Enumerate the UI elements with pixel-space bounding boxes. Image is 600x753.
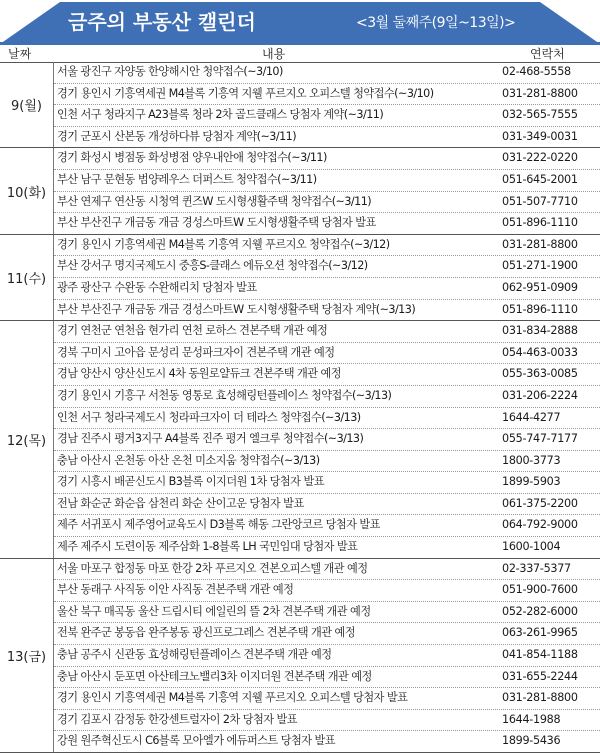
event-text: 부산 동래구 사직동 이안 사직동 견본주택 개관 예정 <box>57 583 294 597</box>
event-row <box>54 256 600 278</box>
event-row <box>54 580 600 602</box>
event-phone: 062-951-0909 <box>502 280 578 294</box>
event-row <box>54 537 600 558</box>
day-label: 10(화) <box>0 148 54 233</box>
event-row <box>54 84 600 106</box>
event-phone: 031-281-8800 <box>502 691 578 705</box>
event-text: 경기 용인시 기흥구 서천동 영통로 효성해링턴플레이스 청약접수(~3/13) <box>57 388 392 402</box>
event-phone: 051-271-1900 <box>502 259 578 273</box>
event-text: 경기 용인시 기흥역세권 M4블록 기흥역 지웰 푸르지오 청약접수(~3/12) <box>57 237 390 251</box>
header-date: 날짜 <box>8 47 32 61</box>
event-phone: 031-281-8800 <box>502 86 578 100</box>
event-row <box>54 127 600 148</box>
event-row <box>54 62 600 84</box>
event-text: 부산 연제구 연산동 시청역 퀸즈W 도시형생활주택 청약접수(~3/11) <box>57 194 372 208</box>
event-phone: 051-645-2001 <box>502 172 578 186</box>
event-text: 부산 부산진구 개금동 개금 경성스마트W 도시형생활주택 당첨자 계약(~3/13) <box>57 302 416 316</box>
event-text: 인천 서구 청라지구 A23블록 청라 2차 골드클래스 당첨자 계약(~3/11) <box>57 108 384 122</box>
event-row <box>54 105 600 127</box>
event-row <box>54 386 600 408</box>
event-row <box>54 170 600 192</box>
day-group <box>0 235 600 321</box>
event-phone: 1600-1004 <box>502 540 561 554</box>
event-text: 경북 구미시 고아읍 문성리 문성파크자이 견본주택 개관 예정 <box>57 345 335 359</box>
event-text: 경기 연천군 연천읍 현가리 연천 로하스 견본주택 개관 예정 <box>57 324 328 338</box>
event-text: 제주 서귀포시 제주영어교육도시 D3블록 해동 그란앙코르 당첨자 발표 <box>57 518 380 532</box>
header-content: 내용 <box>262 47 286 61</box>
event-text: 경기 용인시 기흥역세권 M4블록 기흥역 지웰 푸르지오 오피스텔 당첨자 발표 <box>57 691 408 705</box>
event-phone: 051-900-7600 <box>502 583 578 597</box>
event-phone: 1800-3773 <box>502 453 561 467</box>
event-row <box>54 645 600 667</box>
title-banner <box>0 0 600 46</box>
event-row <box>54 148 600 170</box>
event-phone: 031-206-2224 <box>502 388 578 402</box>
event-text: 제주 제주시 도련이동 제주삼화 1-8블록 LH 국민임대 당첨자 발표 <box>57 540 358 554</box>
event-row <box>54 213 600 234</box>
table-header <box>0 44 600 63</box>
event-phone: 051-896-1110 <box>502 216 578 230</box>
event-row <box>54 731 600 752</box>
event-text: 부산 강서구 명지국제도시 중흥S-클래스 에듀오션 청약접수(~3/12) <box>57 259 368 273</box>
event-phone: 031-222-0220 <box>502 151 578 165</box>
event-row <box>54 321 600 343</box>
event-row <box>54 559 600 581</box>
calendar-table <box>0 62 600 753</box>
day-label: 13(금) <box>0 559 54 752</box>
event-phone: 1899-5903 <box>502 475 561 489</box>
header-contact: 연락처 <box>530 47 565 61</box>
event-list <box>54 62 600 147</box>
event-phone: 041-854-1188 <box>502 648 578 662</box>
event-text: 서울 광진구 자양동 한양해시안 청약접수(~3/10) <box>57 65 283 78</box>
event-row <box>54 300 600 321</box>
event-text: 경기 김포시 감정동 한강센트럴자이 2차 당첨자 발표 <box>57 712 298 726</box>
event-phone: 051-896-1110 <box>502 302 578 316</box>
event-row <box>54 515 600 537</box>
event-text: 경기 군포시 산본동 개성하다뷰 당첨자 계약(~3/11) <box>57 129 297 143</box>
event-row <box>54 710 600 732</box>
event-list <box>54 148 600 233</box>
event-text: 경기 용인시 기흥역세권 M4블록 기흥역 지웰 푸르지오 오피스텔 청약접수(~3/10) <box>57 86 434 100</box>
event-row <box>54 623 600 645</box>
event-phone: 02-337-5377 <box>502 561 571 575</box>
event-text: 강원 원주혁신도시 C6블록 모아엘가 에듀퍼스트 당첨자 발표 <box>57 734 336 748</box>
day-label: 11(수) <box>0 235 54 320</box>
event-row <box>54 451 600 473</box>
event-text: 인천 서구 청라국제도시 청라파크자이 더 테라스 청약접수(~3/13) <box>57 410 361 424</box>
event-phone: 052-282-6000 <box>502 604 578 618</box>
event-text: 경남 진주시 평거3지구 A4블록 진주 평거 엘크루 청약접수(~3/13) <box>57 432 364 446</box>
event-phone: 031-281-8800 <box>502 237 578 251</box>
event-phone: 031-834-2888 <box>502 324 578 338</box>
event-phone: 055-747-7177 <box>502 432 578 446</box>
event-text: 전남 화순군 화순읍 삼천리 화순 산이고운 당첨자 발표 <box>57 496 304 510</box>
event-text: 충남 아산시 온천동 아산 온천 미소지움 청약접수(~3/13) <box>57 453 320 467</box>
event-row <box>54 667 600 689</box>
event-text: 전북 완주군 봉동읍 완주봉동 광신프로그레스 견본주택 개관 예정 <box>57 626 355 640</box>
event-text: 충남 아산시 둔포면 아산테크노밸리3차 이지더원 견본주택 개관 예정 <box>57 669 372 683</box>
event-phone: 1644-4277 <box>502 410 561 424</box>
event-phone: 1899-5436 <box>502 734 561 748</box>
event-phone: 063-261-9965 <box>502 626 578 640</box>
event-row <box>54 602 600 624</box>
event-phone: 051-507-7710 <box>502 194 578 208</box>
event-text: 경기 화성시 병점동 화성병점 양우내안애 청약접수(~3/11) <box>57 151 327 165</box>
event-phone: 02-468-5558 <box>502 65 571 78</box>
event-phone: 032-565-7555 <box>502 108 578 122</box>
day-label: 9(월) <box>0 62 54 147</box>
event-text: 경남 양산시 양산신도시 4차 동원로얄듀크 견본주택 개관 예정 <box>57 367 342 381</box>
event-text: 경기 시흥시 배곧신도시 B3블록 이지더원 1차 당첨자 발표 <box>57 475 324 489</box>
event-text: 광주 광산구 수완동 수완해리치 당첨자 발표 <box>57 280 257 294</box>
event-row <box>54 408 600 430</box>
event-row <box>54 343 600 365</box>
day-group <box>0 321 600 559</box>
event-phone: 031-655-2244 <box>502 669 578 683</box>
event-text: 충남 공주시 신관동 효성해링턴플레이스 견본주택 개관 예정 <box>57 648 332 662</box>
event-row <box>54 472 600 494</box>
event-phone: 064-792-9000 <box>502 518 578 532</box>
day-group <box>0 148 600 234</box>
event-row <box>54 235 600 257</box>
event-row <box>54 192 600 214</box>
event-list <box>54 559 600 752</box>
event-phone: 055-363-0085 <box>502 367 578 381</box>
event-row <box>54 429 600 451</box>
event-phone: 061-375-2200 <box>502 496 578 510</box>
event-text: 울산 북구 매곡동 울산 드림시티 에일린의 뜰 2차 견본주택 개관 예정 <box>57 604 371 618</box>
event-list <box>54 235 600 320</box>
event-text: 부산 부산진구 개금동 개금 경성스마트W 도시형생활주택 당첨자 발표 <box>57 216 376 230</box>
event-phone: 054-463-0033 <box>502 345 578 359</box>
day-label: 12(목) <box>0 321 54 558</box>
event-row <box>54 278 600 300</box>
event-phone: 031-349-0031 <box>502 129 578 143</box>
event-row <box>54 494 600 516</box>
event-row <box>54 688 600 710</box>
event-row <box>54 364 600 386</box>
day-group <box>0 559 600 753</box>
event-list <box>54 321 600 558</box>
event-text: 서울 마포구 합정동 마포 한강 2차 푸르지오 견본오피스텔 개관 예정 <box>57 561 368 575</box>
week-range-subtitle: <3월 둘째주(9일~13일)> <box>356 15 516 31</box>
event-phone: 1644-1988 <box>502 712 561 726</box>
day-group <box>0 62 600 148</box>
calendar-title: 금주의 부동산 캘린더 <box>68 10 256 34</box>
event-text: 부산 남구 문현동 범양레우스 더퍼스트 청약접수(~3/11) <box>57 172 317 186</box>
